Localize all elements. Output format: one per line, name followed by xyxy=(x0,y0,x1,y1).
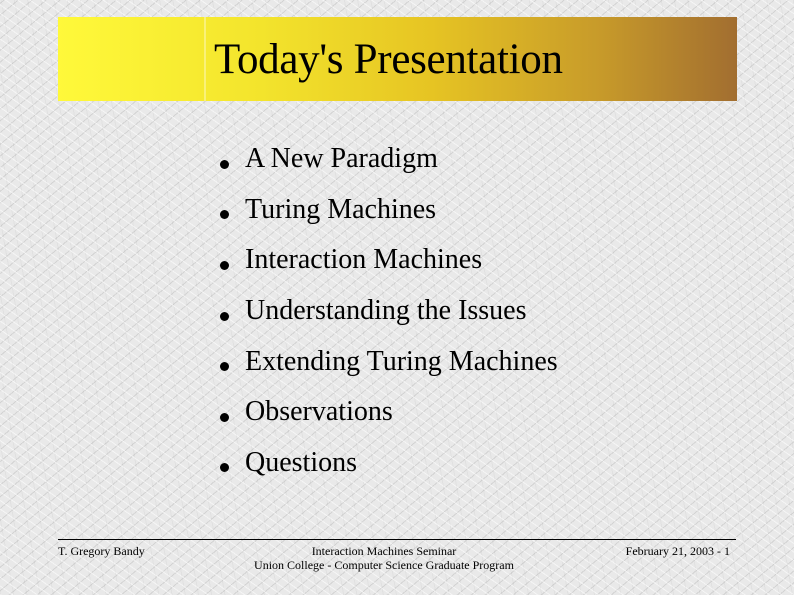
bullet-dot-icon xyxy=(220,261,229,270)
bullet-text: A New Paradigm xyxy=(245,143,438,175)
bullet-text: Turing Machines xyxy=(245,193,437,225)
bullet-item xyxy=(220,438,558,489)
footer-course-info xyxy=(234,544,534,572)
bullet-item xyxy=(220,336,558,387)
bullet-dot-icon xyxy=(220,362,229,371)
bullet-text: Observations xyxy=(245,396,393,428)
title-banner-divider xyxy=(204,17,206,101)
bullet-text: Extending Turing Machines xyxy=(245,345,558,377)
bullet-dot-icon xyxy=(220,312,229,321)
bullet-text: Interaction Machines xyxy=(245,244,483,276)
footer-program-name: Union College - Computer Science Graduate Program xyxy=(254,558,514,572)
bullet-item xyxy=(220,134,558,185)
footer-date-page: February 21, 2003 - 1 xyxy=(625,544,730,558)
footer-seminar-title: Interaction Machines Seminar xyxy=(311,544,457,558)
slide-title: Today's Presentation xyxy=(214,36,563,83)
bullet-dot-icon xyxy=(220,413,229,422)
bullet-item xyxy=(220,387,558,438)
bullet-dot-icon xyxy=(220,160,229,169)
footer-divider xyxy=(58,539,736,540)
bullet-dot-icon xyxy=(220,463,229,472)
bullet-text: Understanding the Issues xyxy=(245,295,527,327)
bullet-dot-icon xyxy=(220,210,229,219)
footer-author: T. Gregory Bandy xyxy=(58,544,145,558)
bullet-item xyxy=(220,185,558,236)
bullet-list xyxy=(220,134,558,488)
bullet-item xyxy=(220,286,558,337)
bullet-text: Questions xyxy=(245,446,357,478)
bullet-item xyxy=(220,235,558,286)
